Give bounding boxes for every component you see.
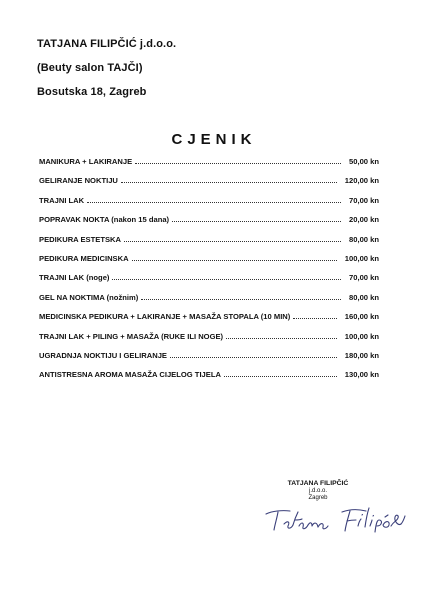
signature-stamp bbox=[268, 480, 368, 502]
dot-leader bbox=[226, 337, 337, 339]
stamp-name: TATJANA FILIPČIĆ bbox=[287, 480, 349, 487]
service-price: 70,00 kn bbox=[349, 273, 379, 283]
price-row bbox=[39, 365, 379, 379]
company-name: TATJANA FILIPČIĆ j.d.o.o. bbox=[37, 38, 177, 50]
service-price: 100,00 kn bbox=[344, 331, 379, 341]
service-price: 20,00 kn bbox=[349, 215, 379, 225]
service-name: UGRADNJA NOKTIJU I GELIRANJE bbox=[39, 351, 167, 360]
dot-leader bbox=[172, 220, 341, 222]
dot-leader bbox=[293, 317, 336, 319]
dot-leader bbox=[121, 181, 337, 183]
price-row bbox=[39, 327, 379, 341]
service-price: 180,00 kn bbox=[344, 351, 379, 360]
price-row bbox=[39, 288, 379, 302]
service-name: TRAJNI LAK + PILING + MASAŽA (RUKE ILI NOGE) bbox=[39, 331, 224, 341]
service-name: ANTISTRESNA AROMA MASAŽA CIJELOG TIJELA bbox=[39, 370, 221, 380]
service-price: 130,00 kn bbox=[344, 370, 379, 380]
price-row bbox=[39, 346, 379, 360]
price-row bbox=[39, 171, 379, 185]
price-row bbox=[39, 268, 379, 282]
address: Bosutska 18, Zagreb bbox=[37, 86, 147, 98]
page-title: CJENIK bbox=[171, 131, 257, 148]
handwritten-signature bbox=[262, 502, 410, 536]
price-row bbox=[39, 210, 379, 224]
dot-leader bbox=[135, 162, 341, 164]
service-name: MANIKURA + LAKIRANJE bbox=[39, 157, 133, 166]
service-name: GELIRANJE NOKTIJU bbox=[39, 176, 118, 186]
service-price: 80,00 kn bbox=[349, 234, 379, 244]
service-price: 100,00 kn bbox=[344, 254, 379, 263]
dot-leader bbox=[170, 356, 337, 358]
service-name: MEDICINSKA PEDIKURA + LAKIRANJE + MASAŽA STOPALA (10 MIN) bbox=[39, 312, 291, 322]
price-row bbox=[39, 307, 379, 321]
service-price: 70,00 kn bbox=[349, 195, 379, 205]
dot-leader bbox=[124, 240, 341, 242]
dot-leader bbox=[141, 298, 341, 300]
dot-leader bbox=[224, 375, 337, 377]
service-name: PEDIKURA MEDICINSKA bbox=[39, 254, 129, 263]
service-name: POPRAVAK NOKTA (nakon 15 dana) bbox=[39, 215, 170, 225]
service-price: 50,00 kn bbox=[349, 157, 379, 166]
dot-leader bbox=[87, 201, 341, 203]
service-name: GEL NA NOKTIMA (nožnim) bbox=[39, 292, 139, 302]
service-name: PEDIKURA ESTETSKA bbox=[39, 234, 121, 244]
stamp-company-form: j.d.o.o. bbox=[308, 488, 327, 494]
service-price: 120,00 kn bbox=[344, 176, 379, 186]
price-row bbox=[39, 191, 379, 205]
service-name: TRAJNI LAK (noge) bbox=[39, 273, 110, 283]
service-price: 80,00 kn bbox=[349, 292, 379, 302]
price-row bbox=[39, 249, 379, 263]
price-row bbox=[39, 230, 379, 244]
stamp-city: Zagreb bbox=[308, 495, 328, 501]
service-price: 160,00 kn bbox=[344, 312, 379, 322]
price-row bbox=[39, 152, 379, 166]
service-name: TRAJNI LAK bbox=[39, 195, 85, 205]
dot-leader bbox=[112, 278, 341, 280]
dot-leader bbox=[132, 259, 337, 261]
salon-name: (Beuty salon TAJČI) bbox=[37, 62, 143, 74]
